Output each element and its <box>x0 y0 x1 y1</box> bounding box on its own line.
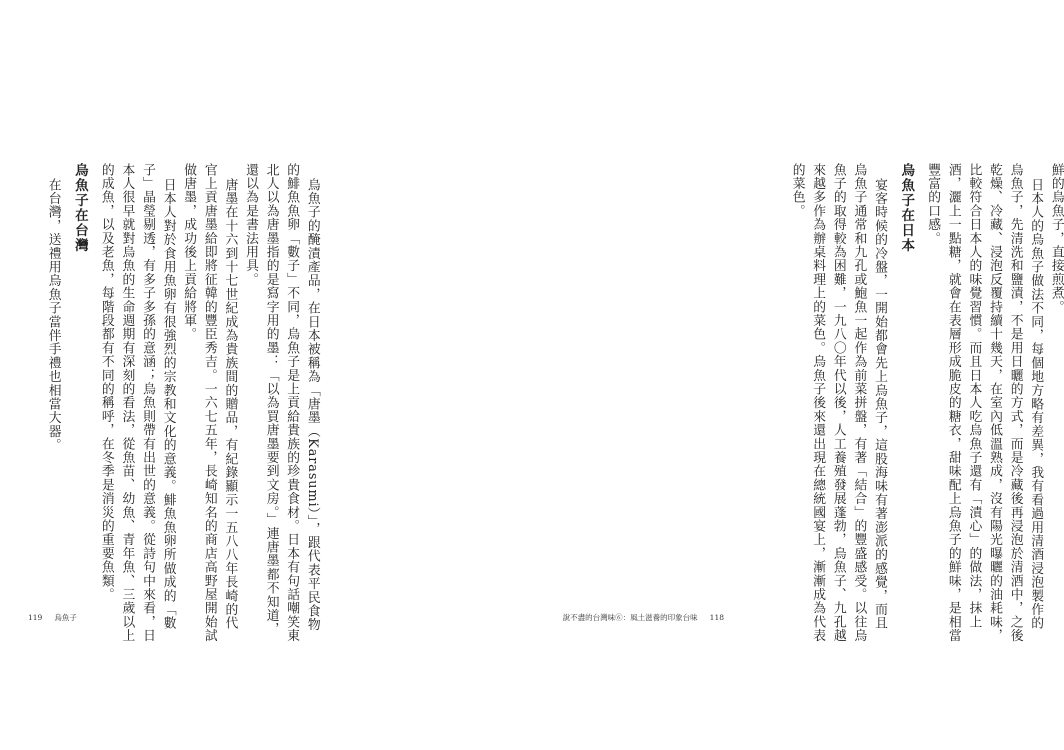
text-column: 做唐墨，成功後上貢給將軍。 <box>181 163 197 342</box>
text-column: 子」晶瑩剔透，有多子多孫的意涵；烏魚則帶有出世的意義。從詩句中來看，日 <box>139 163 155 643</box>
text-column: 宴客時候的冷盤，一開始都會先上烏魚子，這股海味有著澎派的感覺，而且 <box>871 178 887 631</box>
text-column: 比較符合日本人的味覺習慣。而且日本人吃烏魚子還有「漬心」的做法，抹上 <box>966 163 982 629</box>
section-heading: 烏魚子在日本 <box>898 163 915 253</box>
text-column: 的菜色。 <box>789 163 805 218</box>
text-column: 烏魚子的醃漬產品，在日本被稱為「唐墨（Karasumi）」，跟代表平民食物 <box>304 178 320 632</box>
text-column: 的鯡魚魚卵「數子」不同，烏魚子是上貢給貴族的珍貴食材。日本有句話嘲笑東 <box>284 163 300 643</box>
right-page <box>375 0 1064 750</box>
text-column: 北人以為唐墨指的是寫字用的墨：「以為買唐墨要到文房。」連唐墨都不知道， <box>263 163 279 637</box>
text-column: 唐墨在十六到十七世紀成為貴族間的贈品，有紀錄顯示一五八八年長崎的代 <box>222 178 238 631</box>
text-column: 鮮的烏魚子，直接煎煮。 <box>1048 163 1064 314</box>
left-page <box>0 0 375 750</box>
section-heading: 烏魚子在台灣 <box>71 163 88 253</box>
text-column: 豐富的口感。 <box>925 163 941 246</box>
text-column: 在台灣，送禮用烏魚子當伴手禮也相當大器。 <box>45 178 61 452</box>
text-column: 日本人對於食用魚卵有很強烈的宗教和文化的意義。鯡魚魚卵所做成的「數 <box>160 178 176 631</box>
text-column: 烏魚子通常和九孔或鮑魚一起作為前菜拼盤，有著「結合」的豐盛感受。以往烏 <box>851 163 867 643</box>
text-column: 本人很早就對烏魚的生命週期有深刻的看法，從魚苗、幼魚、青年魚、三歲以上 <box>119 163 135 643</box>
text-column: 魚子的取得較為困難，一九八〇年代以後，人工養殖發展蓬勃，烏魚子、九孔越 <box>830 163 846 643</box>
page-number: 118 <box>709 613 724 622</box>
text-column: 的成魚，以及老魚，每階段都有不同的稱呼，在冬季是消災的重要魚類。 <box>98 163 114 602</box>
text-column: 乾燥、冷藏、浸泡反覆持續十幾天，在室內低溫熟成，沒有陽光曝曬的油耗味， <box>986 163 1002 643</box>
page-number: 119 <box>28 613 43 622</box>
text-column: 日本人的烏魚子做法不同，每個地方略有差異，我有看過用清酒浸泡製作的 <box>1028 178 1044 631</box>
text-column: 來越多作為辦桌料理上的菜色。烏魚子後來還出現在總統國宴上，漸漸成為代表 <box>810 163 826 643</box>
text-column: 官上貢唐墨給即將征韓的豐臣秀吉。一六七五年，長崎知名的商店高野屋開始試 <box>201 163 217 643</box>
right-page-footer <box>563 612 736 623</box>
left-page-footer <box>28 612 77 623</box>
text-column: 酒，灑上一點糖，就會在表層形成脆皮的糖衣，甜味配上烏魚子的鮮味，是相當 <box>945 163 961 643</box>
running-title: 烏魚子 <box>54 613 77 622</box>
text-column: 還以為是書法用具。 <box>242 163 258 287</box>
running-title: 說不盡的台灣味⑥：風土滋養的印象台味 <box>562 613 698 622</box>
text-column: 烏魚子，先清洗和鹽漬，不是用日曬的方式，而是冷藏後再浸泡於清酒中，之後 <box>1007 163 1023 643</box>
